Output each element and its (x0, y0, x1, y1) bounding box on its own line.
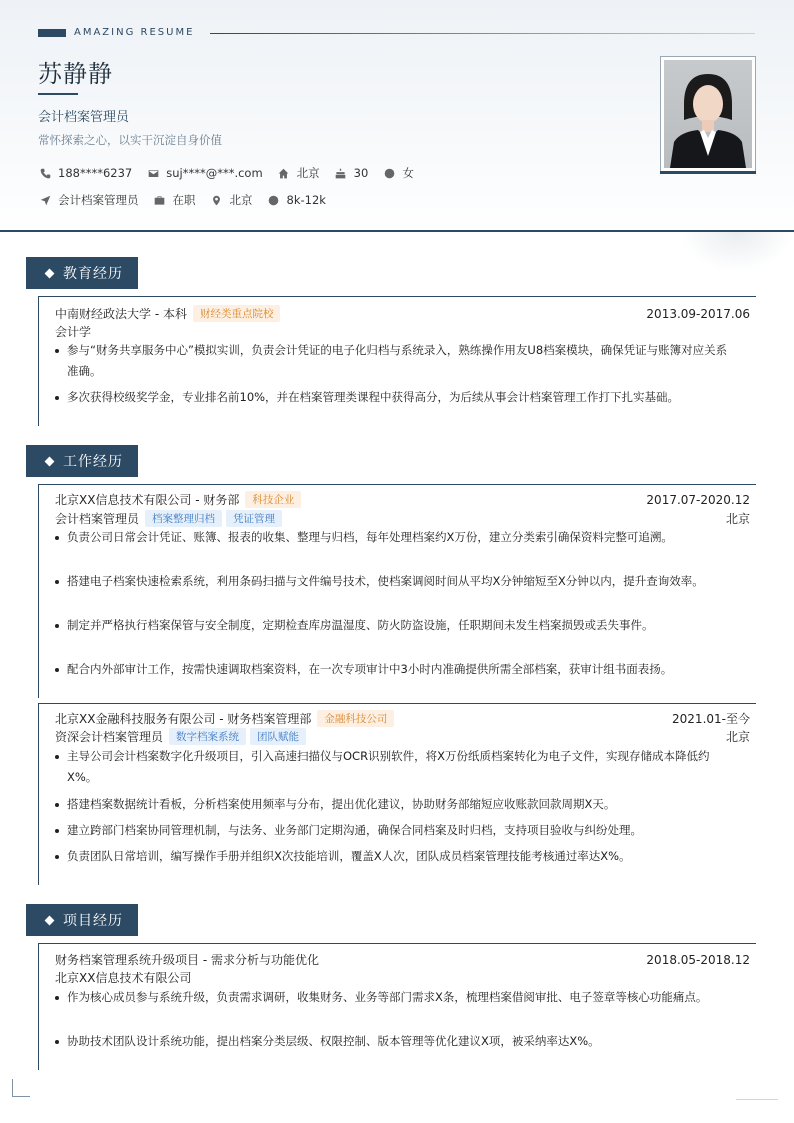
school-tag: 财经类重点院校 (193, 305, 281, 322)
role-name: 会计档案管理员 (55, 512, 140, 526)
section-title-work (26, 445, 138, 477)
role-name: 资深会计档案管理员 (55, 730, 164, 744)
education-bullet-1 (55, 340, 748, 382)
hometown-info (277, 165, 320, 181)
city-text: 北京 (229, 193, 253, 207)
header-shadow (680, 232, 794, 272)
age-text: 30 (353, 166, 369, 180)
diamond-icon (45, 456, 55, 466)
status-info (153, 192, 196, 208)
section-title-education (26, 257, 138, 289)
profile-photo (664, 60, 752, 168)
portrait-silhouette (664, 60, 752, 168)
education-block (38, 296, 756, 426)
work2-role-row (55, 728, 750, 745)
phone-text: 188****6237 (58, 166, 133, 180)
brand-bar (38, 29, 66, 37)
header-divider (0, 230, 794, 232)
gender-icon (382, 166, 396, 180)
company-name: 北京XX金融科技服务有限公司 - 财务档案管理部 (55, 712, 312, 726)
bullet-text-cont: X%。 (67, 770, 98, 784)
gender-info (382, 165, 414, 181)
page-footer-rule (736, 1099, 778, 1100)
gender-text: 女 (402, 166, 414, 180)
project-bullet-1: 作为核心成员参与系统升级，负责需求调研，收集财务、业务等部门需求X条，梳理档案借阅审批、电子签章等核心功能痛点。 (55, 987, 748, 1008)
education-major: 会计学 (55, 325, 92, 339)
mail-icon (146, 166, 160, 180)
section-title-project (26, 904, 138, 936)
work1-bullet-3: 制定并严格执行档案保管与安全制度，定期检查库房温湿度、防火防盗设施，任职期间未发生档案损毁或丢失事件。 (55, 615, 748, 636)
education-bullet-2: 多次获得校级奖学金，专业排名前10%，并在档案管理类课程中获得高分，为后续从事会计档案管理工作打下扎实基础。 (55, 387, 748, 408)
age-info (334, 166, 369, 180)
role-tag: 档案整理归档 (145, 510, 222, 527)
education-date: 2013.09-2017.06 (646, 306, 750, 321)
project-company-row (55, 969, 750, 986)
diamond-icon (45, 268, 55, 278)
salary-info (267, 193, 326, 207)
education-head (55, 305, 750, 322)
project-bullet-2: 协助技术团队设计系统功能，提出档案分类层级、权限控制、版本管理等优化建议X项，被采纳率达X%。 (55, 1031, 748, 1052)
project-name: 财务档案管理系统升级项目 - 需求分析与功能优化 (55, 953, 319, 967)
work2-bullet-4: 负责团队日常培训，编写操作手册并组织X次技能培训，覆盖X人次，团队成员档案管理技能考核通过率达X%。 (55, 846, 748, 867)
role-tag: 数字档案系统 (169, 728, 246, 745)
role-tag: 团队赋能 (250, 728, 306, 745)
section-title-text: 工作经历 (63, 454, 123, 470)
cake-icon (334, 166, 348, 180)
location-icon (210, 193, 224, 207)
city-info (210, 192, 253, 208)
role-tag: 凭证管理 (226, 510, 282, 527)
work2-head (55, 710, 750, 727)
bullet-text: 主导公司会计档案数字化升级项目，引入高速扫描仪与OCR识别软件，将X万份纸质档案转化为电子文件，实现存储成本降低约 (67, 749, 710, 763)
candidate-name: 苏静静 (38, 60, 113, 88)
work1-role-row (55, 510, 750, 527)
project-date: 2018.05-2018.12 (646, 952, 750, 967)
work1-head (55, 491, 750, 508)
bullet-text-cont: 准确。 (67, 364, 102, 378)
section-title-text: 教育经历 (63, 266, 123, 282)
work1-bullet-1: 负责公司日常会计凭证、账簿、报表的收集、整理与归档，每年处理档案约X万份，建立分类索引确保资料完整可追溯。 (55, 527, 748, 548)
brand-rule (210, 33, 755, 34)
hometown-text: 北京 (296, 166, 320, 180)
home-icon (277, 166, 291, 180)
school-name: 中南财经政法大学 - 本科 (55, 307, 187, 321)
work2-bullet-2: 搭建档案数据统计看板，分析档案使用频率与分布，提出优化建议，协助财务部缩短应收账款回款周期X天。 (55, 794, 748, 815)
work-block-2 (38, 703, 756, 885)
send-icon (38, 193, 52, 207)
phone-info (38, 166, 132, 180)
motto: 常怀探索之心，以实干沉淀自身价值 (38, 133, 222, 147)
name-underline (38, 93, 78, 95)
work2-date: 2021.01-至今 (672, 712, 750, 726)
contact-row-2 (38, 192, 340, 208)
briefcase-icon (153, 193, 167, 207)
project-head (55, 951, 750, 968)
project-company: 北京XX信息技术有限公司 (55, 971, 192, 985)
work2-bullet-1 (55, 746, 748, 788)
section-title-text: 项目经历 (63, 913, 123, 929)
company-tag: 金融科技公司 (317, 710, 394, 727)
salary-text: 8k-12k (286, 193, 326, 207)
work-block-1 (38, 484, 756, 698)
work1-city: 北京 (725, 512, 750, 526)
diamond-icon (45, 915, 55, 925)
email-text: suj****@***.com (166, 166, 263, 180)
intent-info (38, 192, 139, 208)
brand-text: AMAZING RESUME (74, 27, 195, 38)
money-icon (267, 193, 281, 207)
work2-city: 北京 (725, 730, 750, 744)
status-text: 在职 (172, 193, 196, 207)
education-major-row (55, 323, 750, 340)
work1-bullet-4: 配合内外部审计工作，按需快速调取档案资料，在一次专项审计中3小时内准确提供所需全部档案，获审计组书面表扬。 (55, 659, 748, 680)
bullet-text: 参与“财务共享服务中心”模拟实训，负责会计凭证的电子化归档与系统录入，熟练操作用友U8档案模块，确保凭证与账簿对应关系 (67, 343, 728, 357)
work2-bullet-3: 建立跨部门档案协同管理机制，与法务、业务部门定期沟通，确保合同档案及时归档，支持项目验收与纠纷处理。 (55, 820, 748, 841)
phone-icon (38, 166, 52, 180)
company-tag: 科技企业 (245, 491, 301, 508)
intent-text: 会计档案管理员 (58, 193, 139, 207)
project-block (38, 943, 756, 1070)
work1-date: 2017.07-2020.12 (646, 492, 750, 507)
work1-bullet-2: 搭建电子档案快速检索系统，利用条码扫描与文件编号技术，使档案调阅时间从平均X分钟缩短至X分钟以内，提升查询效率。 (55, 571, 748, 592)
contact-row-1 (38, 165, 428, 181)
job-title: 会计档案管理员 (38, 110, 130, 125)
profile-photo-frame (660, 56, 756, 172)
page-corner-mark (12, 1079, 30, 1097)
email-info (146, 166, 262, 180)
photo-accent-bar (660, 171, 756, 174)
company-name: 北京XX信息技术有限公司 - 财务部 (55, 493, 240, 507)
